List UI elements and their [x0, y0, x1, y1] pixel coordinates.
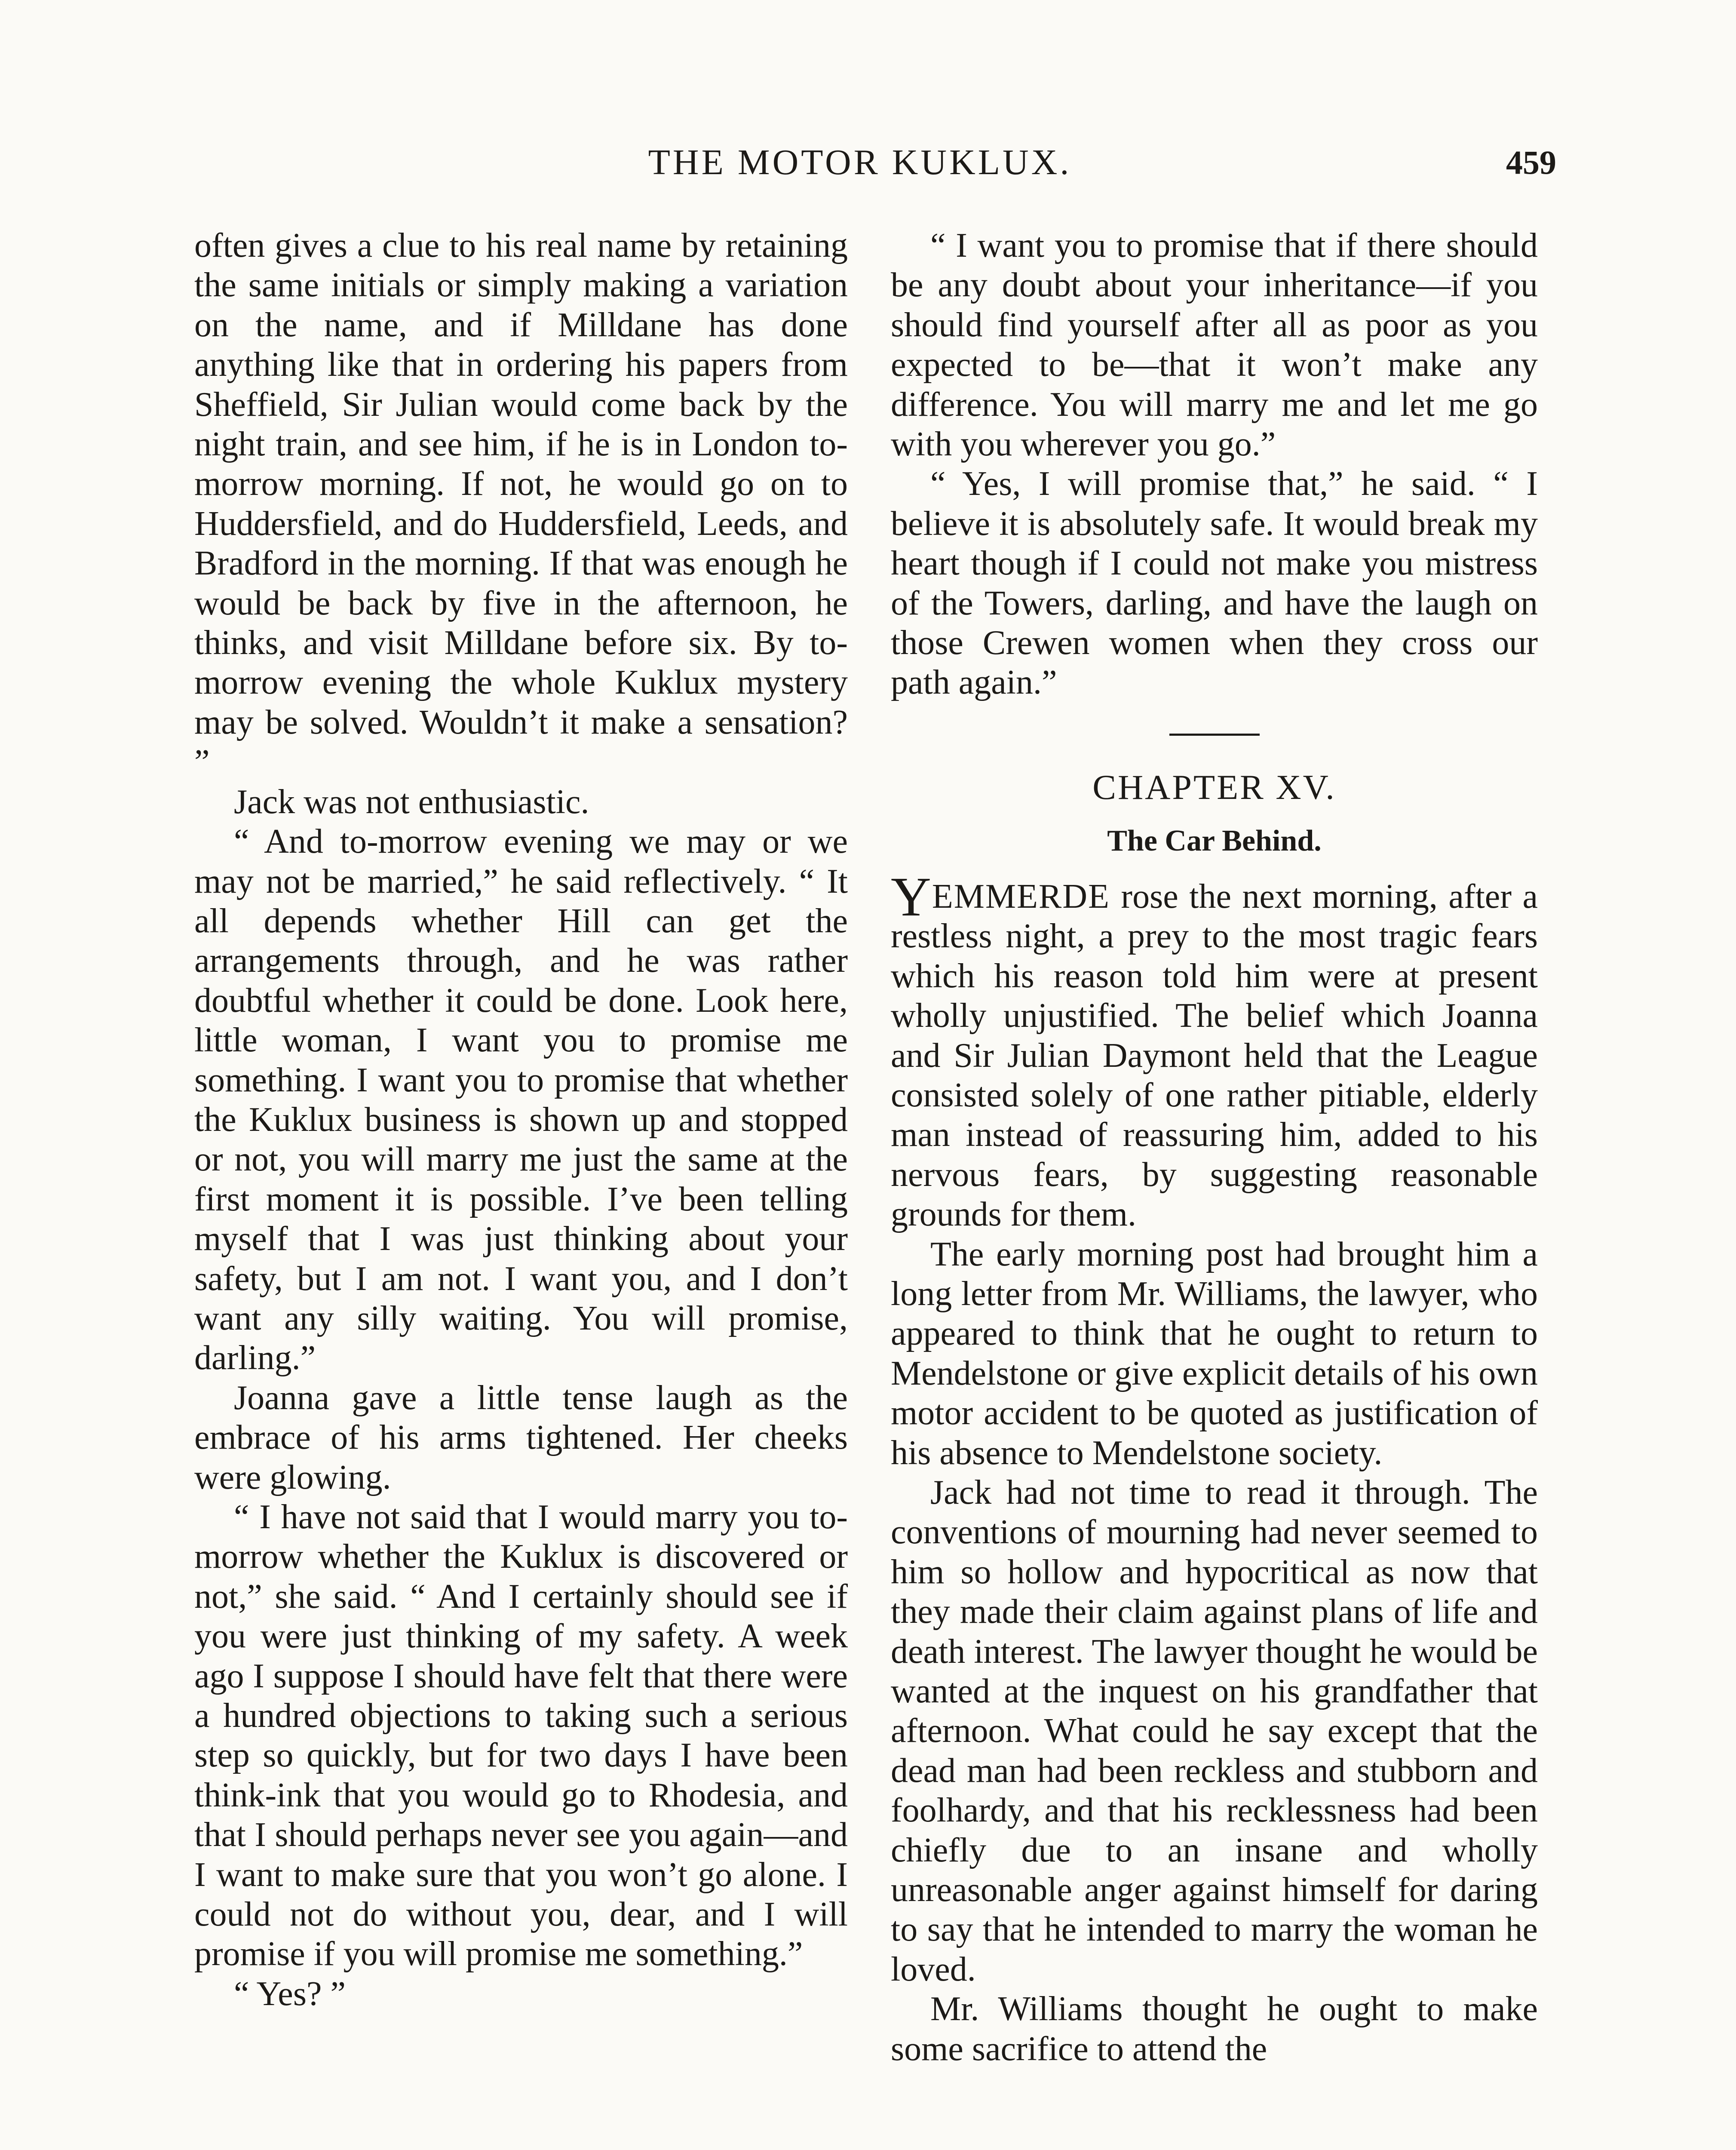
page-header: [0, 137, 1736, 188]
paragraph: Jack was not enthusiastic.: [234, 783, 589, 821]
paragraph: often gives a clue to his real name by retaining the same initials or simply making a variation on the name, and if Milldane has done anything like that in ordering his papers from Sheffield, Sir Julian would come back by the night train, and see him, if he is in London to-morrow morning. If not, he would go on to Huddersfield, and do Huddersfield, Leeds, and Bradford in the morning. If that was enough he would be back by five in the afternoon, he thinks, and visit Milldane before six. By to-morrow evening the whole Kuklux mystery may be solved. Wouldn’t it make a sensation? ”: [194, 227, 848, 781]
paragraph: The early morning post had brought him a long letter from Mr. Williams, the lawyer, who appeared to think that he ought to return to Mendelstone or give explicit details of his own motor accident to be quoted as justification of his absence to Mendelstone society.: [891, 1235, 1538, 1472]
right-column: [891, 226, 1538, 2069]
opening-text: rose the next morning, after a restless night, a prey to the most tragic fears which his reason told him were at present wholly unjustified. The belief which Joanna and Sir Julian Daymont held that the League consisted solely of one rather pitiable, elderly man instead of reassuring him, added to his nervous fears, by suggesting reasonable grounds for them.: [891, 877, 1538, 1234]
opening-word: EMMERDE: [932, 877, 1110, 915]
paragraph: “ I have not said that I would marry you to-morrow whether the Kuklux is discovered or not,” she said. “ And I certainly should see if you were just thinking of my safety. A week ago I suppose I should have felt that there were a hundred objections to taking such a serious step so quickly, but for two days I have been think-ink that you would go to Rhodesia, and that I should perhaps never see you again—and I want to make sure that you won’t go alone. I could not do without you, dear, and I will promise if you will promise me something.”: [194, 1498, 848, 1973]
paragraph: “ I want you to promise that if there should be any doubt about your inheritance—if you should find yourself after all as poor as you expected to be—that it won’t make any difference. You will marry me and let me go with you wherever you go.”: [891, 227, 1538, 464]
paragraph: Joanna gave a little tense laugh as the embrace of his arms tightened. Her cheeks were glowing.: [194, 1379, 848, 1496]
paragraph: “ Yes, I will promise that,” he said. “ I believe it is absolutely safe. It would break my heart though if I could not make you mistress of the Towers, darling, and have the laugh on those Crewen women when they cross our path again.”: [891, 465, 1538, 702]
drop-cap: Y: [891, 866, 931, 928]
paragraph: “ And to-morrow evening we may or we may not be married,” he said reflectively. “ It all depends whether Hill can get the arrangements through, and he was rather doubtful whether it could be done. Look here, little woman, I want you to promise me something. I want you to promise that whether the Kuklux business is shown up and stopped or not, you will marry me just the same at the first moment it is possible. I’ve been telling myself that I was just thinking about your safety, but I am not. I want you, and I don’t want any silly waiting. You will promise, darling.”: [194, 823, 848, 1377]
paragraph: Mr. Williams thought he ought to make some sacrifice to attend the: [891, 1990, 1538, 2068]
left-column: [194, 226, 848, 2014]
chapter-opening-paragraph: [891, 866, 1538, 1235]
paragraph: Jack had not time to read it through. The conventions of mourning had never seemed to him so hollow and hypocritical as now that they made their claim against plans of life and death interest. The lawyer thought he would be wanted at the inquest on his grandfather that afternoon. What could he say except that the dead man had been reckless and stubborn and foolhardy, and that his recklessness had been chiefly due to an insane and wholly unreasonable anger against himself for daring to say that he intended to marry the woman he loved.: [891, 1473, 1538, 1988]
running-title: THE MOTOR KUKLUX.: [648, 142, 1072, 182]
page-number: 459: [1506, 144, 1556, 181]
chapter-title: CHAPTER XV.: [1092, 767, 1336, 807]
paragraph: “ Yes? ”: [234, 1975, 346, 2013]
chapter-subtitle: The Car Behind.: [1107, 824, 1322, 857]
section-divider: [1169, 734, 1260, 736]
